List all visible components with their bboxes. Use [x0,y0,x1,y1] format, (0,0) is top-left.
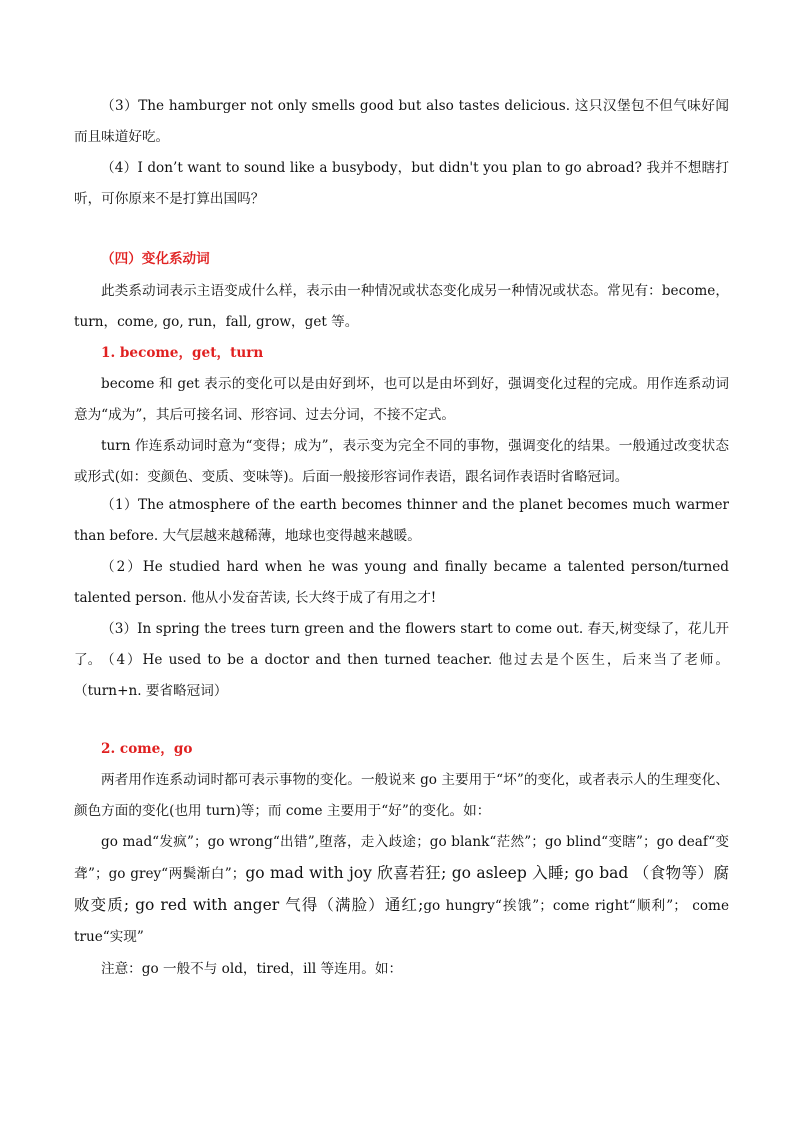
subsection-1-example-2: （2）He studied hard when he was young and finally became a talented person/turned talented person. 他从小发奋苦读, 长大终于成了有用之才! [74,559,729,606]
section-4-heading: （四）变化系动词 [101,251,210,267]
subsection-1-example-3: （3）In spring the trees turn green and the flowers start to come out. 春天,树变绿了，花儿开了。 [74,621,729,668]
example-list-part-c: go hungry“挨饿”；come right“顺利”； come true“实现” [74,898,729,945]
example-list-part-a: go mad“发疯”；go wrong“出错”,堕落，走入歧途；go blank“茫然”；go blind“变瞎”；go deaf“变聋”；go grey“两鬓渐白”； [74,834,729,882]
subsection-1-paragraph-1: become 和 get 表示的变化可以是由好到坏，也可以是由坏到好，强调变化过程的完成。用作连系动词意为“成为”，其后可接名词、形容词、过去分词，不接不定式。 [74,376,729,423]
subsection-1-example-4: （4）He used to be a doctor and then turned teacher. 他过去是个医生，后来当了老师。（turn+n. 要省略冠词） [74,652,729,699]
example-seem-4: （4）I don’t want to sound like a busybody，but didn't you plan to go abroad? 我并不想瞎打听，可你原来不是打算出国吗？ [74,160,729,207]
subsection-1-paragraph-2: turn 作连系动词时意为“变得；成为”，表示变为完全不同的事物，强调变化的结果。一般通过改变状态或形式(如：变颜色、变质、变味等)。后面一般接形容词作表语，跟名词作表语时省略冠词。 [74,438,729,485]
subsection-1-example-1: （1）The atmosphere of the earth becomes thinner and the planet becomes much warmer than before. 大气层越来越稀薄，地球也变得越来越暖。 [74,497,729,544]
note-paragraph: 注意：go 一般不与 old，tired，ill 等连用。如： [101,961,403,977]
section-4-intro: 此类系动词表示主语变成什么样，表示由一种情况或状态变化成另一种情况或状态。常见有：become，turn，come, go, run，fall, grow，get 等。 [74,283,729,330]
subsection-2-example-list [74,827,729,953]
subsection-2-paragraph-1: 两者用作连系动词时都可表示事物的变化。一般说来 go 主要用于“坏”的变化，或者表示人的生理变化、颜色方面的变化(也用 turn)等；而 come 主要用于“好”的变化。如： [74,772,729,819]
subsection-2-heading: 2. come，go [101,741,193,757]
example-list-part-b: go mad with joy 欣喜若狂; go asleep 入睡; go bad （食物等）腐败变质; go red with anger 气得（满脸）通红; [74,864,729,914]
example-seem-3: （3）The hamburger not only smells good but also tastes delicious. 这只汉堡包不但气味好闻而且味道好吃。 [74,98,729,145]
subsection-1-heading: 1. become，get，turn [101,345,264,361]
